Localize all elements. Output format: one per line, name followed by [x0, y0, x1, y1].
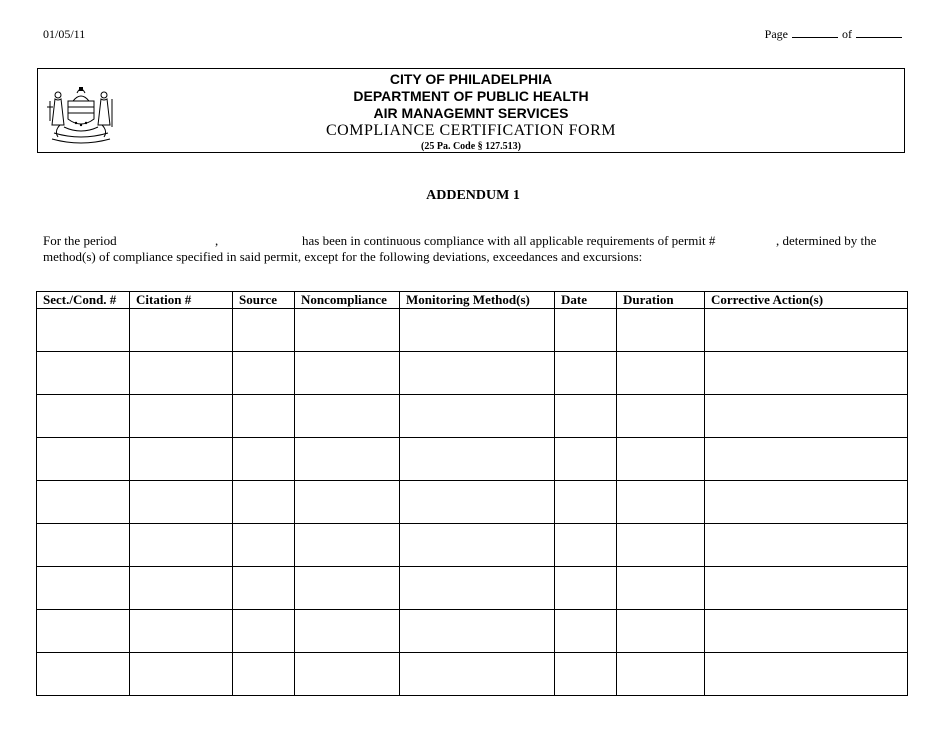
- cell-source[interactable]: [233, 610, 295, 653]
- cell-duration[interactable]: [617, 524, 705, 567]
- cell-citation[interactable]: [130, 352, 233, 395]
- cell-monitoring-method[interactable]: [400, 653, 555, 696]
- cell-sect-cond[interactable]: [37, 653, 130, 696]
- cell-citation[interactable]: [130, 524, 233, 567]
- city-name: CITY OF PHILADELPHIA: [389, 71, 553, 87]
- cell-citation[interactable]: [130, 395, 233, 438]
- cell-sect-cond[interactable]: [37, 610, 130, 653]
- cell-citation[interactable]: [130, 309, 233, 352]
- col-monitoring-method: Monitoring Method(s): [400, 292, 555, 309]
- table-header-row: [37, 292, 908, 309]
- cell-corrective-action[interactable]: [705, 352, 908, 395]
- cell-source[interactable]: [233, 309, 295, 352]
- table-row: [37, 309, 908, 352]
- cell-noncompliance[interactable]: [295, 395, 400, 438]
- table-row: [37, 653, 908, 696]
- cell-duration[interactable]: [617, 610, 705, 653]
- table-row: [37, 481, 908, 524]
- cell-noncompliance[interactable]: [295, 438, 400, 481]
- table-body: [37, 309, 908, 696]
- cell-sect-cond[interactable]: [37, 309, 130, 352]
- cell-noncompliance[interactable]: [295, 524, 400, 567]
- cell-noncompliance[interactable]: [295, 567, 400, 610]
- form-date: 01/05/11: [43, 27, 86, 41]
- header-titles: [38, 71, 904, 153]
- cell-date[interactable]: [555, 438, 617, 481]
- table-row: [37, 524, 908, 567]
- cell-monitoring-method[interactable]: [400, 567, 555, 610]
- table-row: [37, 395, 908, 438]
- cell-noncompliance[interactable]: [295, 352, 400, 395]
- cell-sect-cond[interactable]: [37, 352, 130, 395]
- cell-noncompliance[interactable]: [295, 610, 400, 653]
- cell-duration[interactable]: [617, 352, 705, 395]
- addendum-title: ADDENDUM 1: [426, 188, 520, 203]
- cell-monitoring-method[interactable]: [400, 395, 555, 438]
- cell-duration[interactable]: [617, 653, 705, 696]
- cell-sect-cond[interactable]: [37, 524, 130, 567]
- statement-part1: For the period: [43, 233, 117, 248]
- cell-citation[interactable]: [130, 438, 233, 481]
- cell-date[interactable]: [555, 610, 617, 653]
- cell-monitoring-method[interactable]: [400, 481, 555, 524]
- cell-date[interactable]: [555, 481, 617, 524]
- cell-duration[interactable]: [617, 395, 705, 438]
- service-name: AIR MANAGEMNT SERVICES: [373, 105, 569, 121]
- cell-sect-cond[interactable]: [37, 438, 130, 481]
- cell-source[interactable]: [233, 352, 295, 395]
- cell-duration[interactable]: [617, 309, 705, 352]
- cell-corrective-action[interactable]: [705, 481, 908, 524]
- table-row: [37, 438, 908, 481]
- cell-noncompliance[interactable]: [295, 481, 400, 524]
- statement-part2: has been in continuous compliance with all applicable requirements of permit #: [302, 233, 716, 248]
- col-sect-cond: Sect./Cond. #: [37, 292, 130, 309]
- table-row: [37, 610, 908, 653]
- code-reference: (25 Pa. Code § 127.513): [421, 141, 521, 152]
- col-noncompliance: Noncompliance: [295, 292, 400, 309]
- department-name: DEPARTMENT OF PUBLIC HEALTH: [353, 88, 589, 104]
- cell-duration[interactable]: [617, 438, 705, 481]
- table-row: [37, 567, 908, 610]
- col-citation: Citation #: [130, 292, 233, 309]
- cell-corrective-action[interactable]: [705, 524, 908, 567]
- cell-duration[interactable]: [617, 567, 705, 610]
- cell-monitoring-method[interactable]: [400, 524, 555, 567]
- cell-date[interactable]: [555, 309, 617, 352]
- cell-sect-cond[interactable]: [37, 481, 130, 524]
- cell-corrective-action[interactable]: [705, 438, 908, 481]
- cell-monitoring-method[interactable]: [400, 610, 555, 653]
- cell-date[interactable]: [555, 567, 617, 610]
- page-label: Page: [764, 27, 788, 41]
- col-date: Date: [555, 292, 617, 309]
- cell-duration[interactable]: [617, 481, 705, 524]
- page-total-blank[interactable]: [856, 27, 902, 38]
- cell-source[interactable]: [233, 567, 295, 610]
- cell-noncompliance[interactable]: [295, 309, 400, 352]
- page-number-blank[interactable]: [792, 27, 838, 38]
- compliance-statement: [43, 233, 893, 265]
- cell-source[interactable]: [233, 395, 295, 438]
- form-header: [37, 68, 905, 153]
- deviation-table: [36, 291, 908, 696]
- cell-monitoring-method[interactable]: [400, 438, 555, 481]
- cell-corrective-action[interactable]: [705, 395, 908, 438]
- cell-monitoring-method[interactable]: [400, 352, 555, 395]
- cell-citation[interactable]: [130, 567, 233, 610]
- cell-corrective-action[interactable]: [705, 567, 908, 610]
- cell-source[interactable]: [233, 524, 295, 567]
- cell-citation[interactable]: [130, 610, 233, 653]
- form-title: COMPLIANCE CERTIFICATION FORM: [325, 122, 616, 139]
- cell-citation[interactable]: [130, 653, 233, 696]
- table-row: [37, 352, 908, 395]
- cell-corrective-action[interactable]: [705, 309, 908, 352]
- cell-source[interactable]: [233, 653, 295, 696]
- cell-noncompliance[interactable]: [295, 653, 400, 696]
- cell-date[interactable]: [555, 352, 617, 395]
- statement-line2: method(s) of compliance specified in said permit, except for the following deviations, exceedances and excursions:: [43, 249, 643, 264]
- cell-date[interactable]: [555, 653, 617, 696]
- cell-sect-cond[interactable]: [37, 395, 130, 438]
- cell-source[interactable]: [233, 438, 295, 481]
- col-corrective-action: Corrective Action(s): [705, 292, 908, 309]
- cell-citation[interactable]: [130, 481, 233, 524]
- cell-corrective-action[interactable]: [705, 610, 908, 653]
- cell-date[interactable]: [555, 395, 617, 438]
- cell-date[interactable]: [555, 524, 617, 567]
- col-source: Source: [233, 292, 295, 309]
- cell-sect-cond[interactable]: [37, 567, 130, 610]
- statement-part3: , determined by the: [776, 233, 877, 248]
- cell-monitoring-method[interactable]: [400, 309, 555, 352]
- col-duration: Duration: [617, 292, 705, 309]
- cell-source[interactable]: [233, 481, 295, 524]
- cell-corrective-action[interactable]: [705, 653, 908, 696]
- of-label: of: [842, 27, 852, 41]
- statement-comma: ,: [215, 233, 219, 248]
- page-of-field: [765, 27, 902, 42]
